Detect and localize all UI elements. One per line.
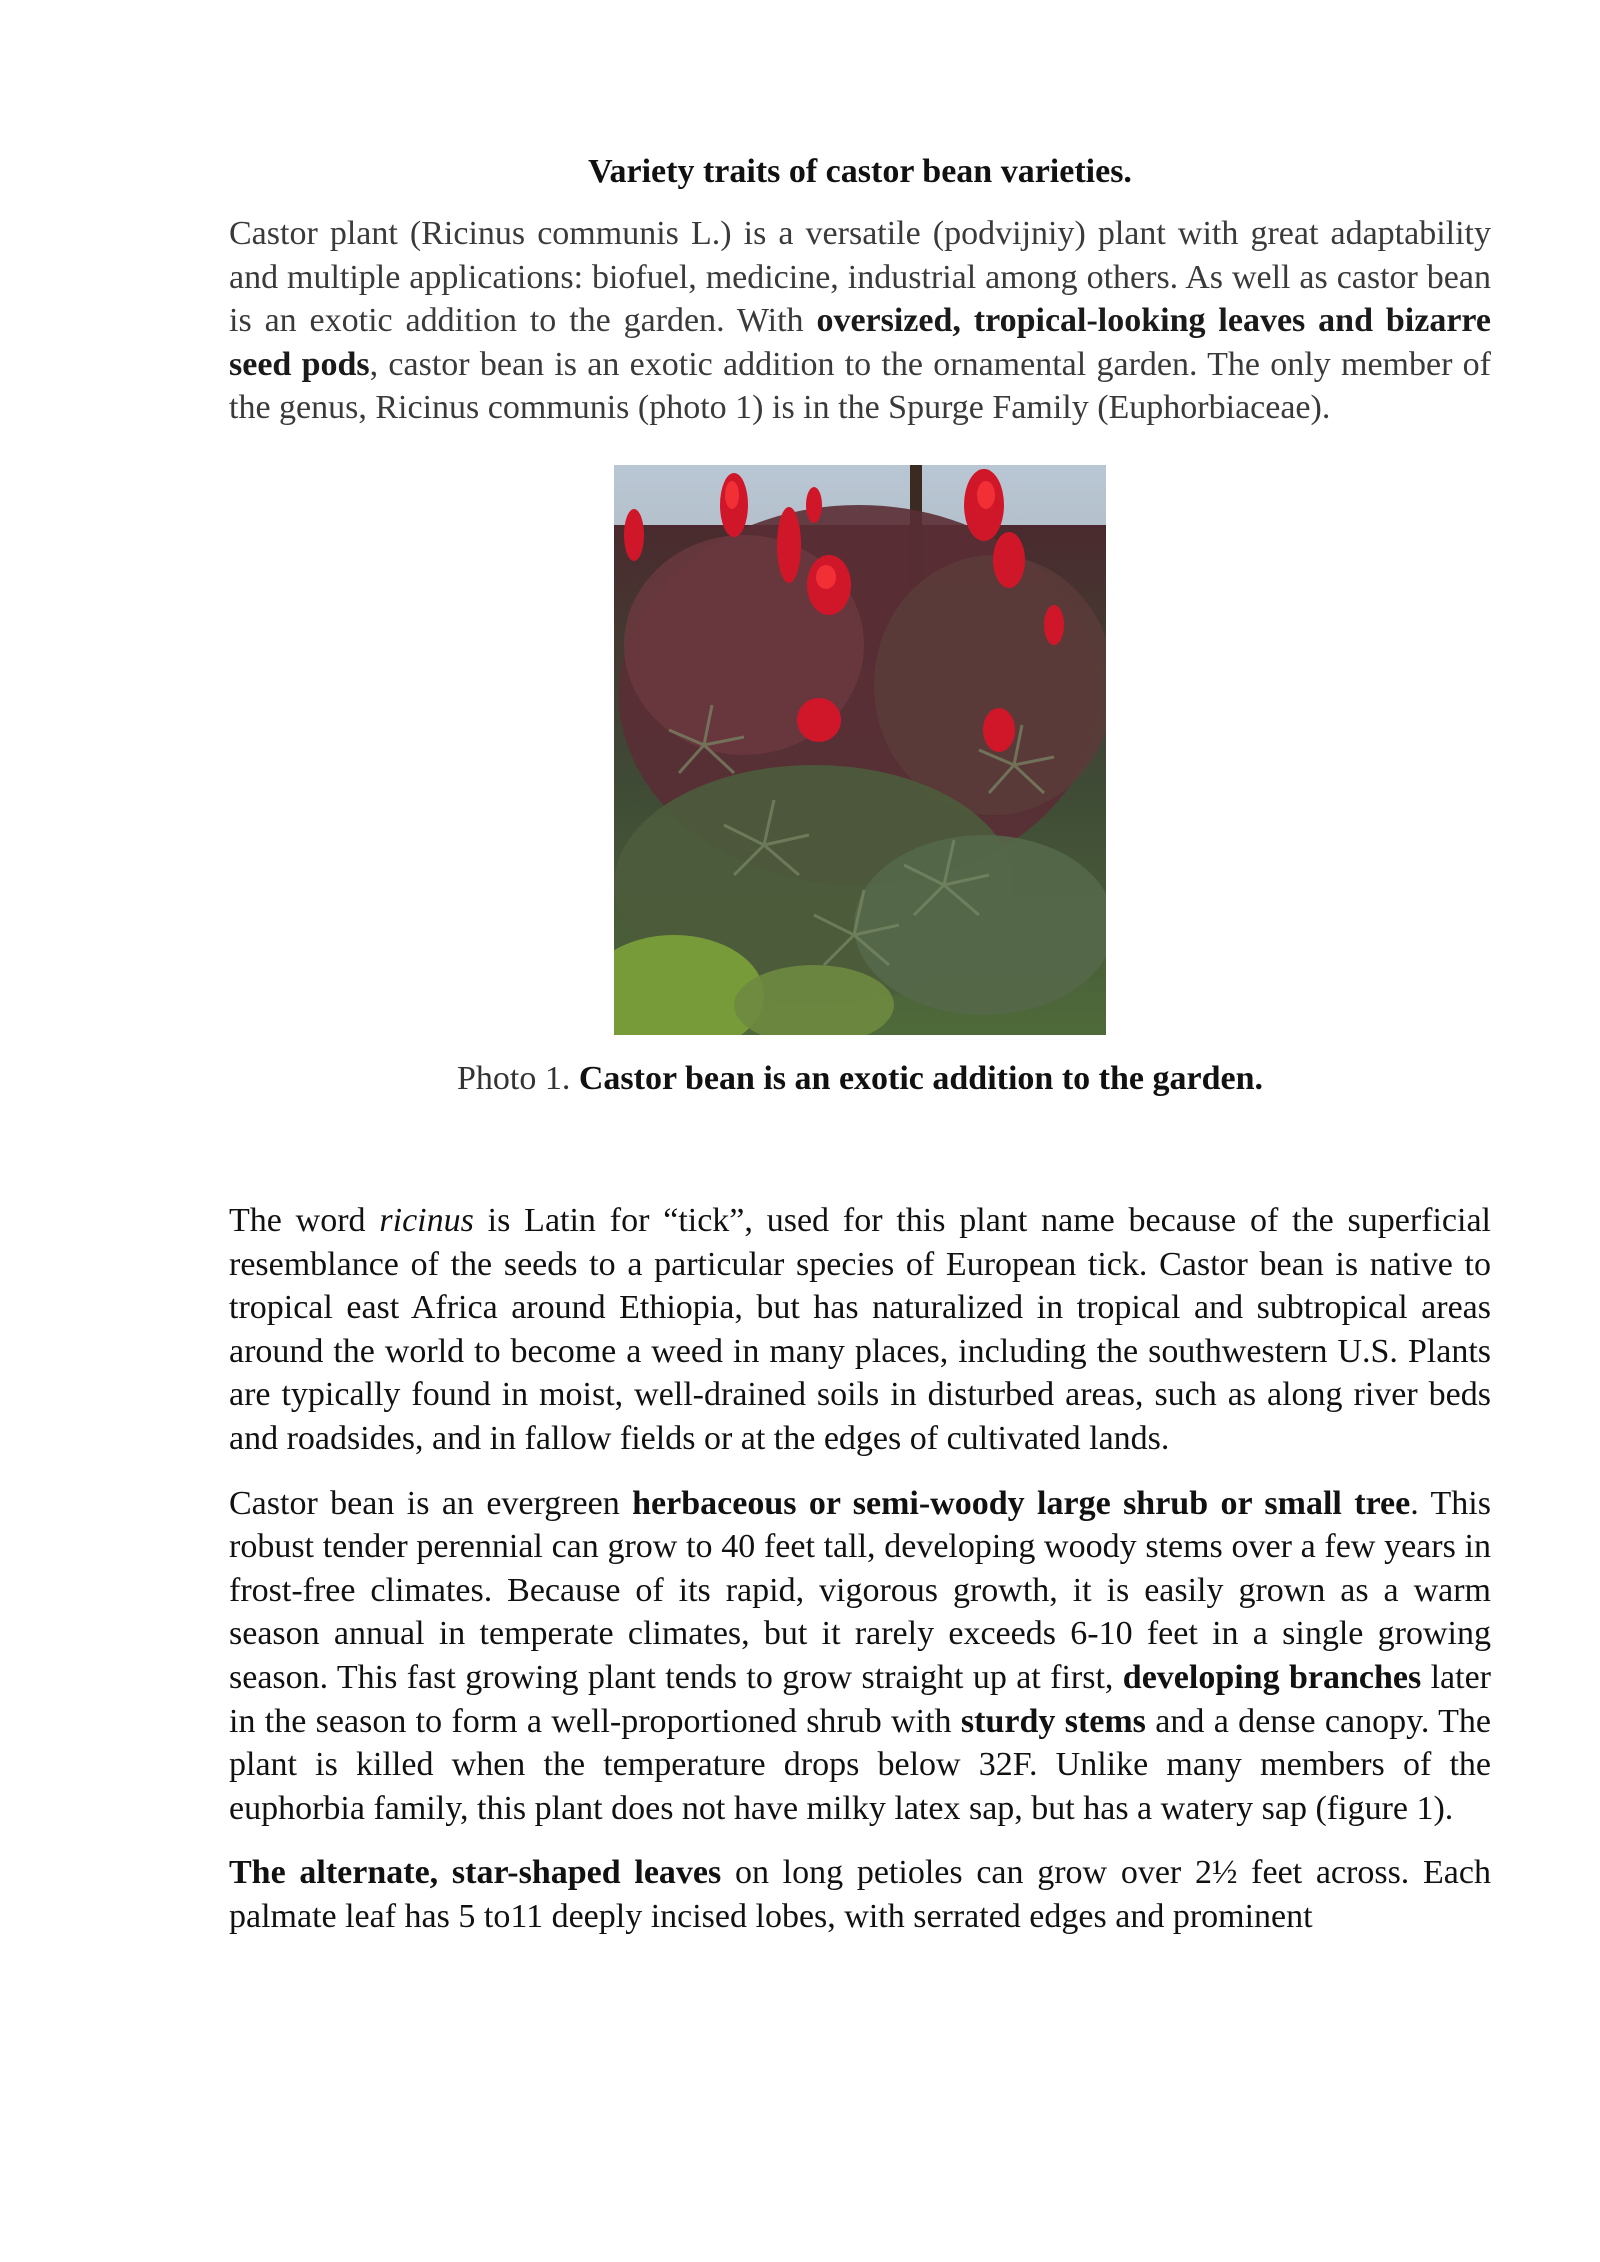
photo-caption: [229, 1057, 1491, 1101]
intro-paragraph: [229, 212, 1491, 430]
castor-bean-photo: [614, 465, 1106, 1035]
para3-bold-2: developing branches: [1122, 1658, 1422, 1696]
para2-italic-1: ricinus: [379, 1201, 474, 1239]
intro-bold-1: oversized, tropical-looking leaves and bizarre seed pods: [229, 302, 1491, 383]
para4-bold-1: The alternate, star-shaped leaves: [229, 1854, 722, 1892]
caption-bold: Castor bean is an exotic addition to the garden.: [578, 1059, 1263, 1097]
intro-text-2: , castor bean is an exotic addition to the ornamental garden. The only member of the genus, Ricinus communis (photo 1) is in the Spurge Family (Euphorbiaceae).: [229, 345, 1492, 427]
paragraph-growth: [229, 1482, 1491, 1831]
paragraph-leaves: [229, 1851, 1491, 1938]
document-body: [229, 150, 1491, 1938]
para4-text-1: on long petioles can grow over 2½ feet across. Each palmate leaf has 5 to11 deeply incised lobes, with serrated edges and prominent: [229, 1854, 1491, 1935]
photo-container: [229, 465, 1491, 1035]
para3-bold-1: herbaceous or semi-woody large shrub or small tree: [632, 1484, 1411, 1522]
para3-text-2: . This robust tender perennial can grow to 40 feet tall, developing woody stems over a few years in frost-free climates. Because of its rapid, vigorous growth, it is easily grown as a warm season annual in temperate climates, but it rarely exceeds 6-10 feet in a single growing season. This fast growing plant tends to grow straight up at first,: [229, 1484, 1491, 1696]
para3-text-3: later in the season to form a well-proportioned shrub with: [229, 1658, 1491, 1740]
intro-text-1: Castor plant (Ricinus communis L.) is a versatile (podvijniy) plant with great adaptability and multiple applications: biofuel, medicine, industrial among others. As well as castor bean is an exotic addition to the garden. With: [229, 215, 1491, 340]
para2-text-2: is Latin for “tick”, used for this plant name because of the superficial resemblance of the seeds to a particular species of European tick. Castor bean is native to tropical east Africa around Ethiopia, but has naturalized in tropical and subtropical areas around the world to become a weed in many places, including the southwestern U.S. Plants are typically found in moist, well-drained soils in disturbed areas, such as along river beds and roadsides, and in fallow fields or at the edges of cultivated lands.: [229, 1201, 1491, 1457]
document-title: Variety traits of castor bean varieties.: [588, 153, 1132, 190]
caption-prefix: Photo 1.: [457, 1059, 579, 1097]
para2-text-1: The word: [229, 1201, 380, 1239]
para3-text-4: and a dense canopy. The plant is killed when the temperature drops below 32F. Unlike many members of the euphorbia family, this plant does not have milky latex sap, but has a watery sap (figure 1).: [229, 1702, 1491, 1827]
para3-bold-3: sturdy stems: [960, 1702, 1146, 1740]
para3-text-1: Castor bean is an evergreen: [229, 1484, 633, 1522]
paragraph-etymology: [229, 1199, 1491, 1461]
